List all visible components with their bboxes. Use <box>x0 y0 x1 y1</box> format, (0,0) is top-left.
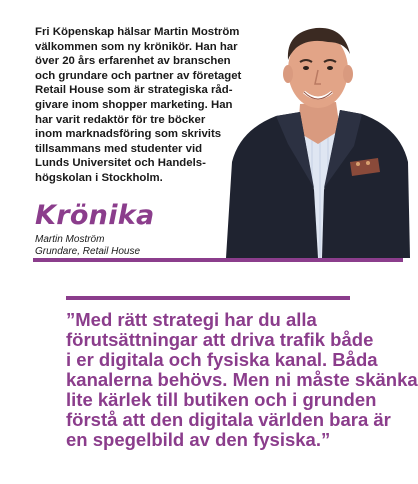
author-name: Martin Moström <box>35 234 105 245</box>
quote-line: förutsättningar att driva trafik både <box>66 329 374 350</box>
intro-line: Fri Köpenskap hälsar Martin Moström <box>35 26 240 38</box>
intro-line: givare inom shopper marketing. Han <box>35 98 233 111</box>
author-portrait <box>218 12 418 258</box>
intro-line: inom marknadsföring som skrivits <box>35 128 222 141</box>
intro-line: och grundare och partner av företaget <box>35 69 242 82</box>
quote-line: lite kärlek till butiken och i grunden <box>66 389 377 410</box>
quote-line: ”Med rätt strategi har du alla <box>66 309 317 330</box>
pull-quote <box>66 309 418 450</box>
intro-line: Retail House som är strategiska råd- <box>35 84 233 97</box>
intro-line: tillsammans med studenter vid <box>35 142 203 155</box>
section-divider <box>33 258 403 262</box>
quote-line: en spegelbild av den fysiska.” <box>66 429 331 450</box>
intro-line: Lunds Universitet och Handels- <box>35 157 206 170</box>
intro-line: välkommen som ny krönikör. Han har <box>35 40 238 53</box>
byline <box>35 234 140 258</box>
intro-line: har varit redaktör för tre böcker <box>35 113 206 126</box>
quote-line: i er digitala och fysiska kanal. Båda <box>66 349 378 370</box>
intro-line: högskolan i Stockholm. <box>35 171 163 184</box>
quote-line: kanalerna behövs. Men ni måste skänka <box>66 369 418 390</box>
column-label: Krönika <box>35 200 155 231</box>
quote-line: förstå att den digitala världen bara är <box>66 409 391 430</box>
quote-divider <box>66 296 350 300</box>
author-title: Grundare, Retail House <box>35 246 141 257</box>
intro-line: över 20 års erfarenhet av branschen <box>35 55 231 68</box>
